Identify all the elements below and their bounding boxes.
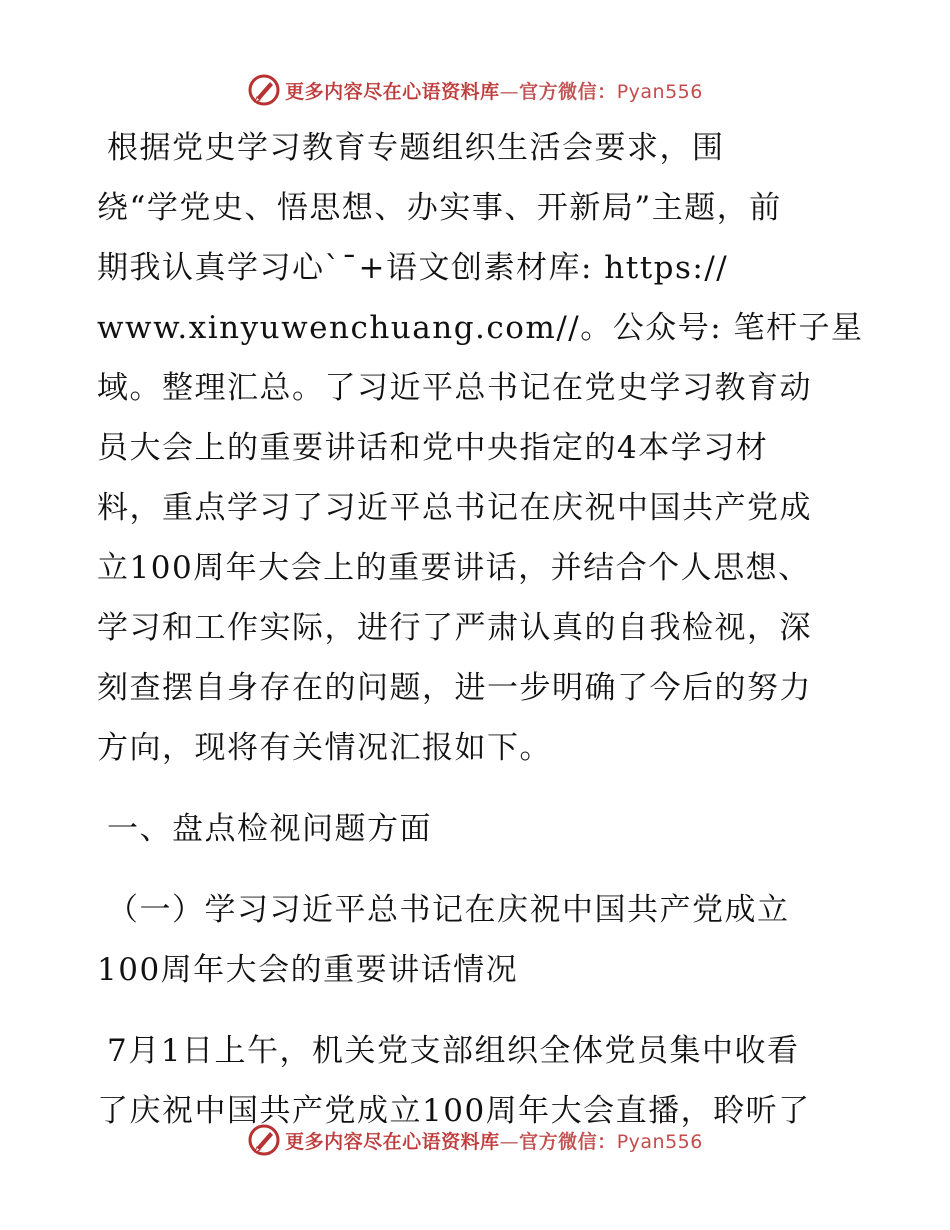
section-heading [97, 799, 857, 859]
footer-watermark-banner [0, 1120, 950, 1160]
text-line: 了庆祝中国共产党成立100周年大会直播，聆听了 [97, 1093, 811, 1129]
watermark-wechat-label: 官方微信： [519, 1130, 617, 1153]
subsection-heading [97, 880, 857, 1000]
watermark-prefix: 更多内容尽在心语资料库 [285, 1130, 500, 1153]
pen-logo-icon [247, 73, 281, 107]
watermark-wechat-id: Pyan556 [616, 1130, 703, 1153]
watermark-wechat-label: 官方微信： [519, 80, 617, 103]
watermark-prefix: 更多内容尽在心语资料库 [285, 80, 500, 103]
heading-line: （一）学习习近平总书记在庆祝中国共产党成立 [107, 892, 790, 928]
watermark-text [285, 77, 703, 104]
heading-line: 100周年大会的重要讲话情况 [97, 952, 519, 988]
text-line: 绕“学党史、悟思想、办实事、开新局”主题，前 [97, 190, 782, 226]
header-watermark-banner [0, 70, 950, 110]
heading-line: 一、盘点检视问题方面 [107, 811, 432, 847]
text-line: www.xinyuwenchuang.com//。公众号: 笔杆子星 [97, 310, 864, 346]
watermark-wechat-id: Pyan556 [616, 80, 703, 103]
watermark-separator: — [499, 1130, 520, 1153]
text-line: 员大会上的重要讲话和党中央指定的4本学习材 [97, 430, 769, 466]
text-line: 域。整理汇总。了习近平总书记在党史学习教育动 [97, 370, 812, 406]
text-line: 学习和工作实际，进行了严肃认真的自我检视，深 [97, 610, 812, 646]
intro-paragraph [97, 118, 864, 778]
watermark-text [285, 1127, 703, 1154]
text-line: 7月1日上午，机关党支部组织全体党员集中收看 [107, 1033, 800, 1069]
text-line: 根据党史学习教育专题组织生活会要求，围 [107, 130, 725, 166]
text-line: 刻查摆自身存在的问题，进一步明确了今后的努力 [97, 670, 812, 706]
text-line: 期我认真学习心ˋˉ+语文创素材库: https:// [97, 250, 729, 286]
text-line: 料，重点学习了习近平总书记在庆祝中国共产党成 [97, 490, 812, 526]
text-line: 方向，现将有关情况汇报如下。 [97, 730, 552, 766]
text-line: 立100周年大会上的重要讲话，并结合个人思想、 [97, 550, 811, 586]
document-body [97, 118, 864, 1141]
pen-logo-icon [247, 1123, 281, 1157]
watermark-separator: — [499, 80, 520, 103]
